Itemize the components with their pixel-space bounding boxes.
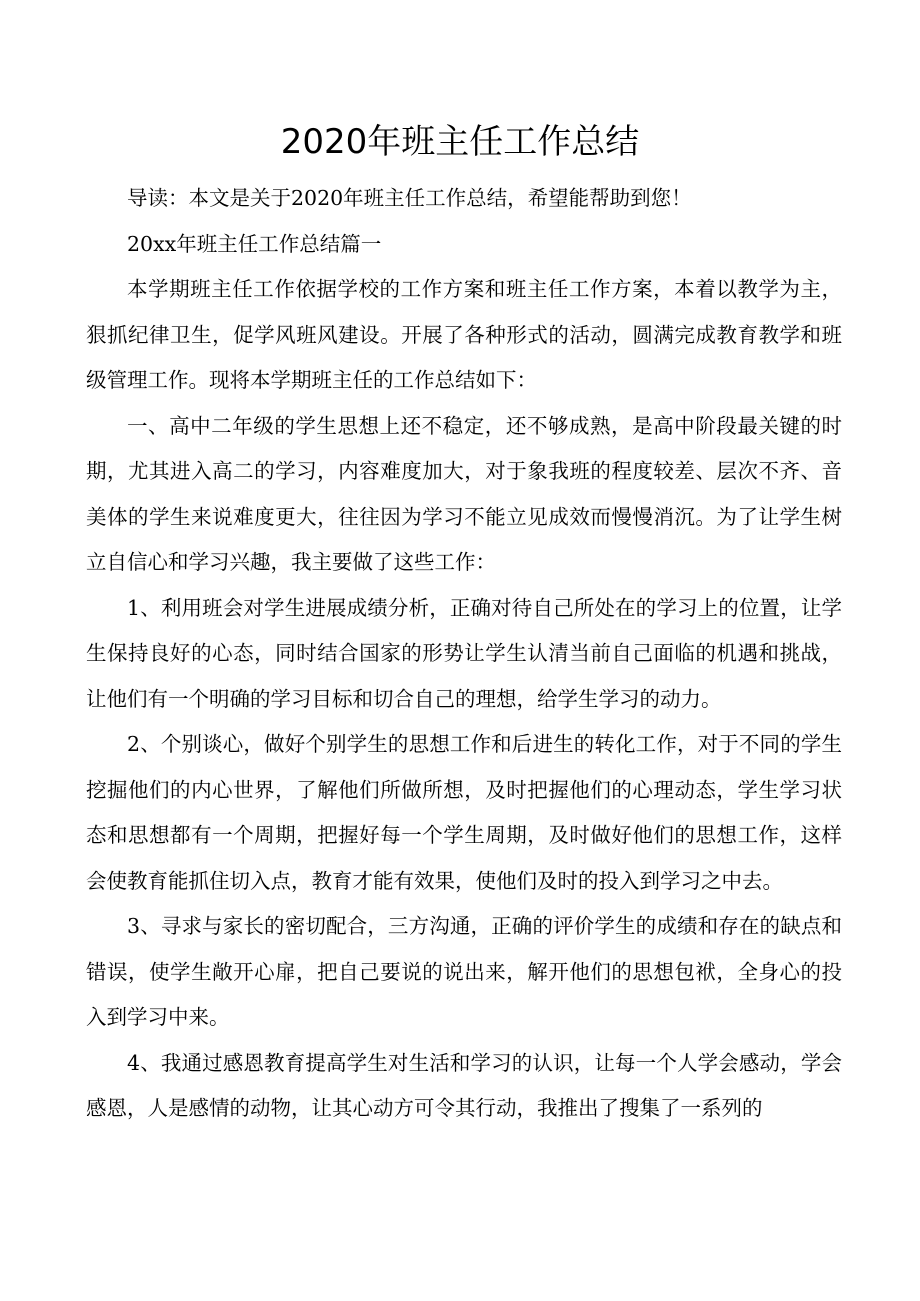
document-body (86, 176, 842, 1132)
body-paragraph: 一、高中二年级的学生思想上还不稳定，还不够成熟，是高中阶段最关键的时期，尤其进入高二的学习，内容难度加大，对于象我班的程度较差、层次不齐、音美体的学生来说难度更大，往往因为学习不能立见成效而慢慢消沉。为了让学生树立自信心和学习兴趣，我主要做了这些工作： (86, 413, 842, 574)
section-heading: 20xx年班主任工作总结篇一 (127, 231, 382, 256)
body-paragraph: 1、利用班会对学生进展成绩分析，正确对待自己所处在的学习上的位置，让学生保持良好的心态，同时结合国家的形势让学生认清当前自己面临的机遇和挑战，让他们有一个明确的学习目标和切合自己的理想，给学生学习的动力。 (86, 595, 842, 711)
body-paragraph: 本学期班主任工作依据学校的工作方案和班主任工作方案，本着以教学为主，狠抓纪律卫生，促学风班风建设。开展了各种形式的活动，圆满完成教育教学和班级管理工作。现将本学期班主任的工作总结如下： (86, 277, 842, 392)
body-paragraph: 3、寻求与家长的密切配合，三方沟通，正确的评价学生的成绩和存在的缺点和错误，使学生敞开心扉，把自己要说的说出来，解开他们的思想包袱，全身心的投入到学习中来。 (86, 914, 842, 1029)
body-paragraph: 4、我通过感恩教育提高学生对生活和学习的认识，让每一个人学会感动，学会感恩，人是感情的动物，让其心动方可令其行动，我推出了搜集了一系列的 (86, 1050, 842, 1120)
document-title: 2020年班主任工作总结 (280, 122, 640, 162)
intro-paragraph: 导读：本文是关于2020年班主任工作总结，希望能帮助到您！ (127, 186, 692, 210)
body-paragraph: 2、个别谈心，做好个别学生的思想工作和后进生的转化工作，对于不同的学生挖掘他们的内心世界，了解他们所做所想，及时把握他们的心理动态，学生学习状态和思想都有一个周期，把握好每一个学生周期，及时做好他们的思想工作，这样会使教育能抓住切入点，教育才能有效果，使他们及时的投入到学习之中去。 (86, 732, 842, 893)
